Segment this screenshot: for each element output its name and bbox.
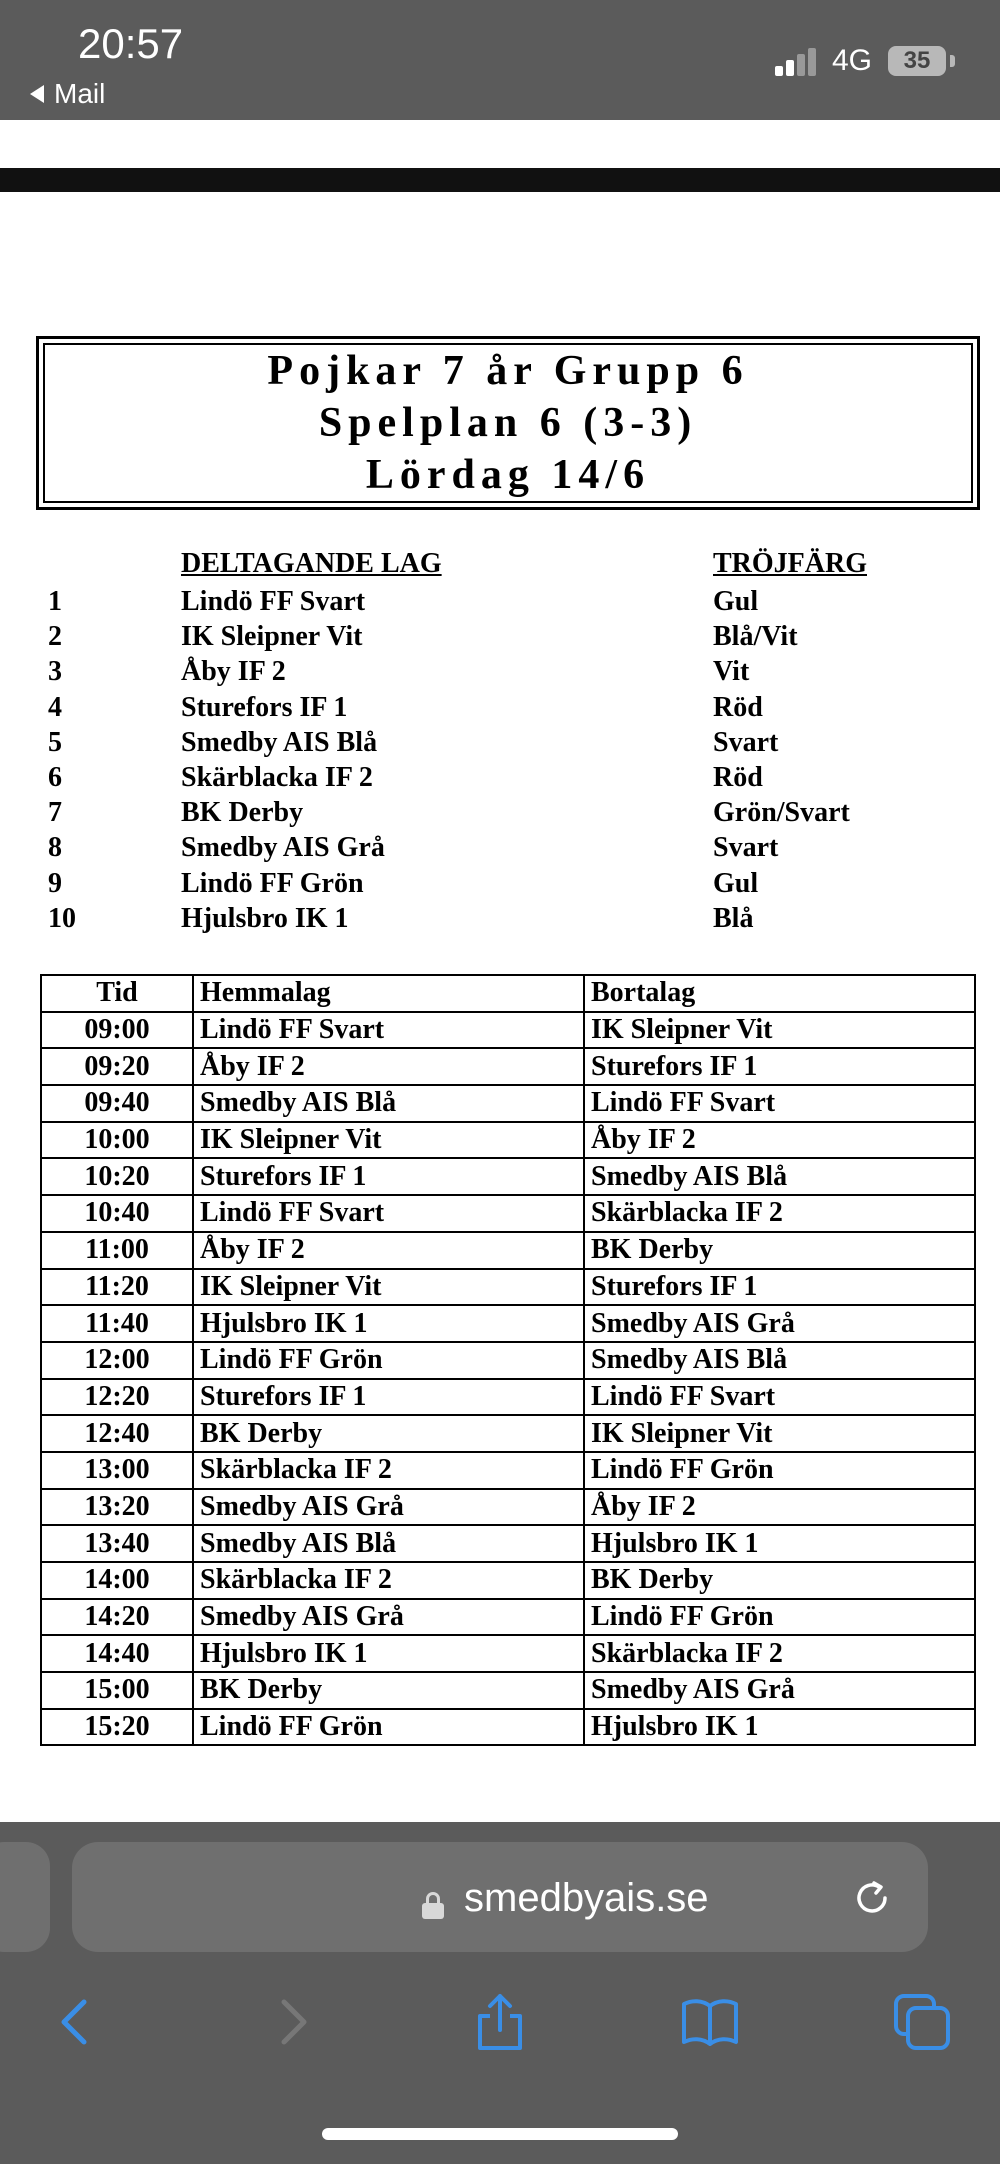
team-row [0,797,1000,832]
team-name: Smedby AIS Grå [181,832,385,864]
match-row [41,1269,975,1306]
match-time: 09:40 [41,1085,193,1122]
teams-header-color: TRÖJFÄRG [713,548,867,579]
match-row [41,1232,975,1269]
team-number: 1 [48,586,62,617]
network-type: 4G [832,44,873,77]
team-number: 9 [48,867,62,899]
team-number: 3 [48,656,62,688]
match-time: 11:40 [41,1305,193,1342]
match-time: 15:00 [41,1672,193,1709]
battery-nub [950,55,955,67]
match-row [41,1599,975,1636]
team-number: 2 [48,621,62,653]
match-time: 10:20 [41,1158,193,1195]
match-home-team: Åby IF 2 [193,1048,584,1085]
match-row [41,1562,975,1599]
match-time: 12:20 [41,1379,193,1416]
match-away-team: Sturefors IF 1 [584,1048,975,1085]
team-color: Svart [713,726,779,758]
teams-header-team: DELTAGANDE LAG [181,548,442,579]
header-away: Bortalag [584,975,975,1012]
match-row [41,1012,975,1049]
match-time: 11:00 [41,1232,193,1269]
match-time: 09:20 [41,1048,193,1085]
team-color: Blå [713,902,754,934]
back-icon[interactable] [46,1992,106,2052]
back-to-mail-button[interactable] [30,78,105,110]
match-home-team: Sturefors IF 1 [193,1379,584,1416]
match-home-team: IK Sleipner Vit [193,1122,584,1159]
match-row [41,1672,975,1709]
match-home-team: BK Derby [193,1672,584,1709]
match-home-team: Hjulsbro IK 1 [193,1635,584,1672]
match-row [41,1452,975,1489]
match-away-team: Åby IF 2 [584,1122,975,1159]
match-row [41,1305,975,1342]
match-away-team: IK Sleipner Vit [584,1415,975,1452]
forward-icon[interactable] [262,1992,322,2052]
team-row [0,692,1000,727]
team-row [0,868,1000,903]
match-home-team: Smedby AIS Grå [193,1489,584,1526]
team-color: Gul [713,867,759,899]
team-name: Lindö FF Svart [181,586,366,617]
home-indicator[interactable] [322,2128,678,2140]
match-row [41,1489,975,1526]
title-line-field: Spelplan 6 (3-3) [318,400,698,446]
team-name: Åby IF 2 [181,656,286,688]
previous-tab[interactable] [0,1842,50,1952]
team-row [0,832,1000,867]
match-time: 13:40 [41,1525,193,1562]
team-name: BK Derby [181,797,304,829]
match-home-team: Lindö FF Svart [193,1012,584,1049]
match-home-team: Smedby AIS Grå [193,1599,584,1636]
match-home-team: Lindö FF Svart [193,1195,584,1232]
signal-icon [775,46,821,76]
match-time: 12:40 [41,1415,193,1452]
match-row [41,1415,975,1452]
match-time: 14:20 [41,1599,193,1636]
match-away-team: Smedby AIS Blå [584,1342,975,1379]
team-row [0,621,1000,656]
teams-header [0,548,1000,586]
match-home-team: IK Sleipner Vit [193,1269,584,1306]
teams-list [0,548,1000,938]
title-box [36,336,980,510]
match-row [41,1342,975,1379]
team-color: Blå/Vit [713,621,798,653]
match-away-team: Lindö FF Svart [584,1379,975,1416]
match-home-team: Smedby AIS Blå [193,1085,584,1122]
battery-level: 35 [903,47,931,74]
schedule-table [40,974,976,1746]
team-name: Smedby AIS Blå [181,726,378,758]
header-time: Tid [41,975,193,1012]
match-time: 12:00 [41,1342,193,1379]
browser-bar [0,1822,1000,2164]
url-text: smedbyais.se [464,1876,709,1920]
match-home-team: Lindö FF Grön [193,1342,584,1379]
match-away-team: Hjulsbro IK 1 [584,1525,975,1562]
team-row [0,727,1000,762]
team-color: Röd [713,761,763,793]
match-row [41,1379,975,1416]
team-number: 7 [48,797,62,829]
match-home-team: Hjulsbro IK 1 [193,1305,584,1342]
match-away-team: Lindö FF Grön [584,1599,975,1636]
match-away-team: Sturefors IF 1 [584,1269,975,1306]
match-row [41,1122,975,1159]
match-home-team: Skärblacka IF 2 [193,1452,584,1489]
team-number: 8 [48,832,62,864]
tabs-icon[interactable] [892,1992,952,2052]
match-away-team: Smedby AIS Grå [584,1672,975,1709]
share-icon[interactable] [470,1992,530,2052]
back-triangle-icon [30,85,44,103]
team-color: Grön/Svart [713,797,850,829]
status-bar [0,0,1000,120]
team-color: Svart [713,832,779,864]
match-away-team: Åby IF 2 [584,1489,975,1526]
schedule-header-row [41,975,975,1012]
match-row [41,1048,975,1085]
team-row [0,762,1000,797]
match-time: 10:40 [41,1195,193,1232]
match-home-team: Skärblacka IF 2 [193,1562,584,1599]
match-row [41,1525,975,1562]
match-home-team: Lindö FF Grön [193,1709,584,1746]
team-name: Skärblacka IF 2 [181,761,373,793]
header-home: Hemmalag [193,975,584,1012]
match-time: 10:00 [41,1122,193,1159]
title-line-date: Lördag 14/6 [365,452,651,498]
team-number: 6 [48,761,62,793]
match-home-team: BK Derby [193,1415,584,1452]
browser-toolbar [0,1972,1000,2072]
match-row [41,1709,975,1746]
match-home-team: Åby IF 2 [193,1232,584,1269]
team-row [0,656,1000,691]
clock: 20:57 [78,20,184,67]
back-app-label: Mail [54,78,106,109]
match-away-team: BK Derby [584,1562,975,1599]
match-row [41,1085,975,1122]
reload-icon[interactable] [852,1878,892,1918]
match-home-team: Sturefors IF 1 [193,1158,584,1195]
match-time: 09:00 [41,1012,193,1049]
team-name: IK Sleipner Vit [181,621,363,653]
match-time: 13:00 [41,1452,193,1489]
title-inner [43,343,973,503]
team-number: 5 [48,726,62,758]
match-away-team: Lindö FF Svart [584,1085,975,1122]
team-row [0,586,1000,621]
team-color: Vit [713,656,750,688]
match-away-team: Lindö FF Grön [584,1452,975,1489]
match-away-team: Hjulsbro IK 1 [584,1709,975,1746]
match-row [41,1195,975,1232]
match-away-team: Smedby AIS Grå [584,1305,975,1342]
team-color: Gul [713,586,759,617]
team-color: Röd [713,691,763,723]
title-line-group: Pojkar 7 år Grupp 6 [267,348,749,394]
match-away-team: IK Sleipner Vit [584,1012,975,1049]
match-away-team: Smedby AIS Blå [584,1158,975,1195]
match-away-team: Skärblacka IF 2 [584,1635,975,1672]
match-row [41,1158,975,1195]
team-name: Lindö FF Grön [181,867,364,899]
match-home-team: Smedby AIS Blå [193,1525,584,1562]
match-time: 11:20 [41,1269,193,1306]
match-time: 13:20 [41,1489,193,1526]
match-away-team: Skärblacka IF 2 [584,1195,975,1232]
team-name: Hjulsbro IK 1 [181,902,349,934]
team-number: 4 [48,691,62,723]
team-number: 10 [48,902,76,934]
match-row [41,1635,975,1672]
match-time: 14:00 [41,1562,193,1599]
document-top-rule [0,168,1000,192]
match-away-team: BK Derby [584,1232,975,1269]
battery-icon [888,46,946,76]
match-time: 15:20 [41,1709,193,1746]
team-name: Sturefors IF 1 [181,691,348,723]
address-bar[interactable] [72,1842,928,1952]
team-row [0,903,1000,938]
bookmarks-icon[interactable] [680,1992,740,2052]
match-time: 14:40 [41,1635,193,1672]
